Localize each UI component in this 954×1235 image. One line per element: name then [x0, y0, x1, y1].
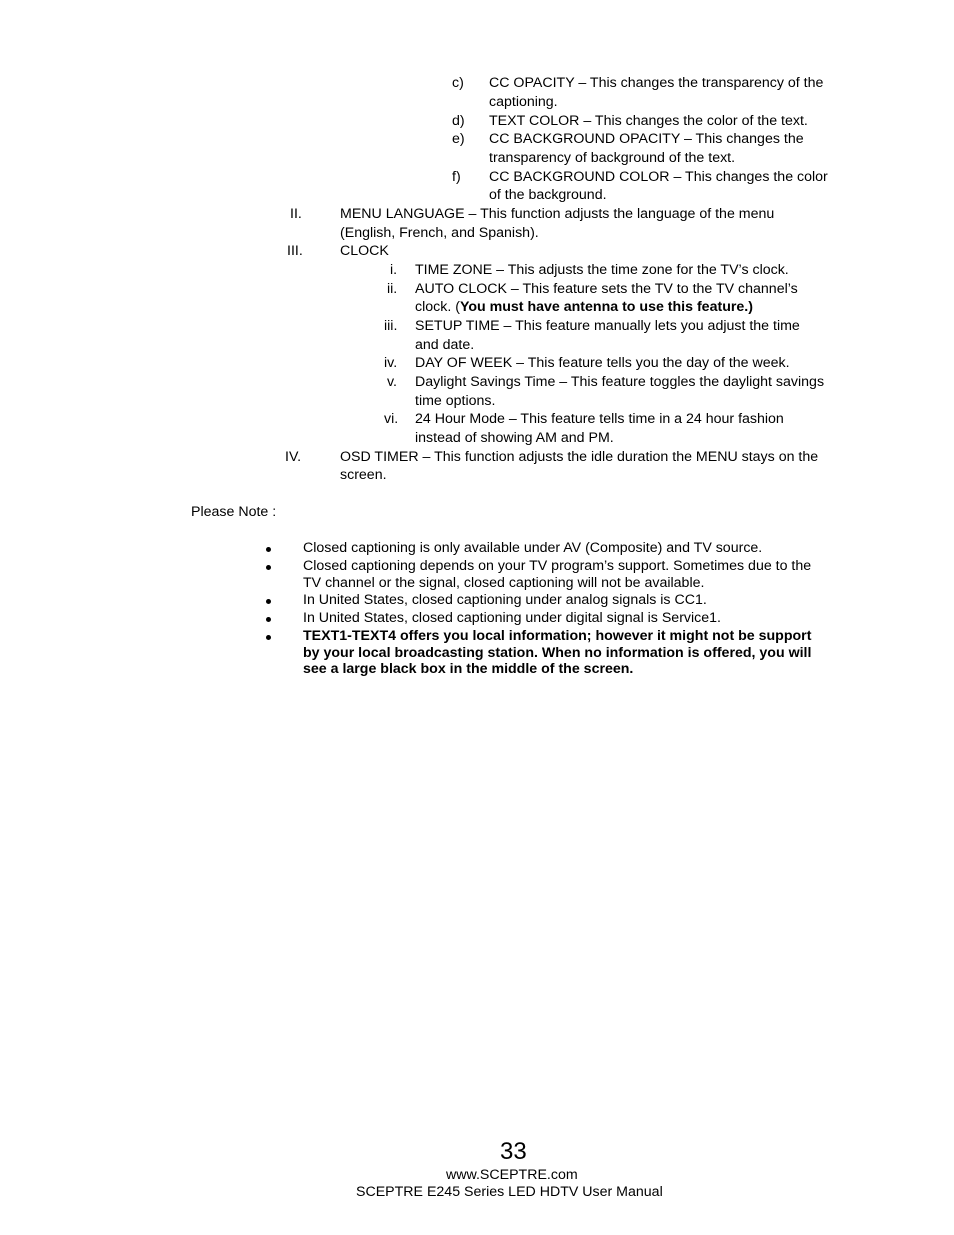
list-text: of the background.: [489, 187, 607, 203]
section-text: screen.: [340, 467, 387, 483]
bullet-text: see a large black box in the middle of the screen.: [303, 661, 634, 677]
list-text: CC BACKGROUND COLOR – This changes the color: [489, 169, 828, 185]
bullet-text: In United States, closed captioning under analog signals is CC1.: [303, 592, 707, 608]
list-text: DAY OF WEEK – This feature tells you the day of the week.: [415, 355, 790, 371]
section-marker: III.: [287, 243, 303, 259]
list-marker: iii.: [384, 318, 398, 334]
list-text: captioning.: [489, 94, 558, 110]
list-marker: d): [452, 113, 465, 129]
list-marker: c): [452, 75, 464, 91]
list-text: and date.: [415, 337, 475, 353]
list-marker: e): [452, 131, 465, 147]
list-text-bold: You must have antenna to use this feature.): [459, 299, 753, 315]
list-text: 24 Hour Mode – This feature tells time in a 24 hour fashion: [415, 411, 784, 427]
bullet-text: Closed captioning depends on your TV program’s support. Sometimes due to the: [303, 558, 812, 574]
bullet-icon: [266, 547, 271, 552]
list-marker: iv.: [384, 355, 398, 371]
bullet-icon: [266, 565, 271, 570]
list-text: instead of showing AM and PM.: [415, 430, 614, 446]
page-number: 33: [500, 1138, 527, 1165]
list-marker: i.: [390, 262, 398, 278]
list-marker: vi.: [384, 411, 399, 427]
section-text: CLOCK: [340, 243, 389, 259]
list-marker: f): [452, 169, 461, 185]
list-text: TIME ZONE – This adjusts the time zone for the TV’s clock.: [415, 262, 789, 278]
bullet-icon: [266, 635, 271, 640]
bullet-text: TV channel or the signal, closed captioning will not be available.: [303, 575, 705, 591]
list-text: [415, 298, 753, 316]
bullet-icon: [266, 617, 271, 622]
section-marker: IV.: [285, 449, 302, 465]
list-text: TEXT COLOR – This changes the color of the text.: [489, 113, 808, 129]
footer-manual-title: SCEPTRE E245 Series LED HDTV User Manual: [356, 1184, 663, 1200]
note-label: Please Note :: [191, 504, 277, 520]
section-text: MENU LANGUAGE – This function adjusts the language of the menu: [340, 206, 775, 222]
list-text: transparency of background of the text.: [489, 150, 736, 166]
bullet-text: TEXT1-TEXT4 offers you local information; however it might not be support: [303, 628, 812, 644]
list-text: CC OPACITY – This changes the transparency of the: [489, 75, 824, 91]
list-marker: ii.: [387, 281, 398, 297]
bullet-icon: [266, 599, 271, 604]
bullet-text: In United States, closed captioning under digital signal is Service1.: [303, 610, 721, 626]
section-marker: II.: [290, 206, 302, 222]
list-text: SETUP TIME – This feature manually lets you adjust the time: [415, 318, 800, 334]
section-text: (English, French, and Spanish).: [340, 225, 539, 241]
list-marker: v.: [387, 374, 397, 390]
footer-website: www.SCEPTRE.com: [446, 1167, 578, 1183]
bullet-text: by your local broadcasting station. When no information is offered, you will: [303, 645, 812, 661]
list-text: time options.: [415, 393, 496, 409]
list-text: Daylight Savings Time – This feature toggles the daylight savings: [415, 374, 825, 390]
bullet-text: Closed captioning is only available under AV (Composite) and TV source.: [303, 540, 763, 556]
list-text-plain: clock. (: [415, 299, 460, 315]
list-text: AUTO CLOCK – This feature sets the TV to the TV channel’s: [415, 281, 798, 297]
section-text: OSD TIMER – This function adjusts the idle duration the MENU stays on the: [340, 449, 819, 465]
list-text: CC BACKGROUND OPACITY – This changes the: [489, 131, 804, 147]
